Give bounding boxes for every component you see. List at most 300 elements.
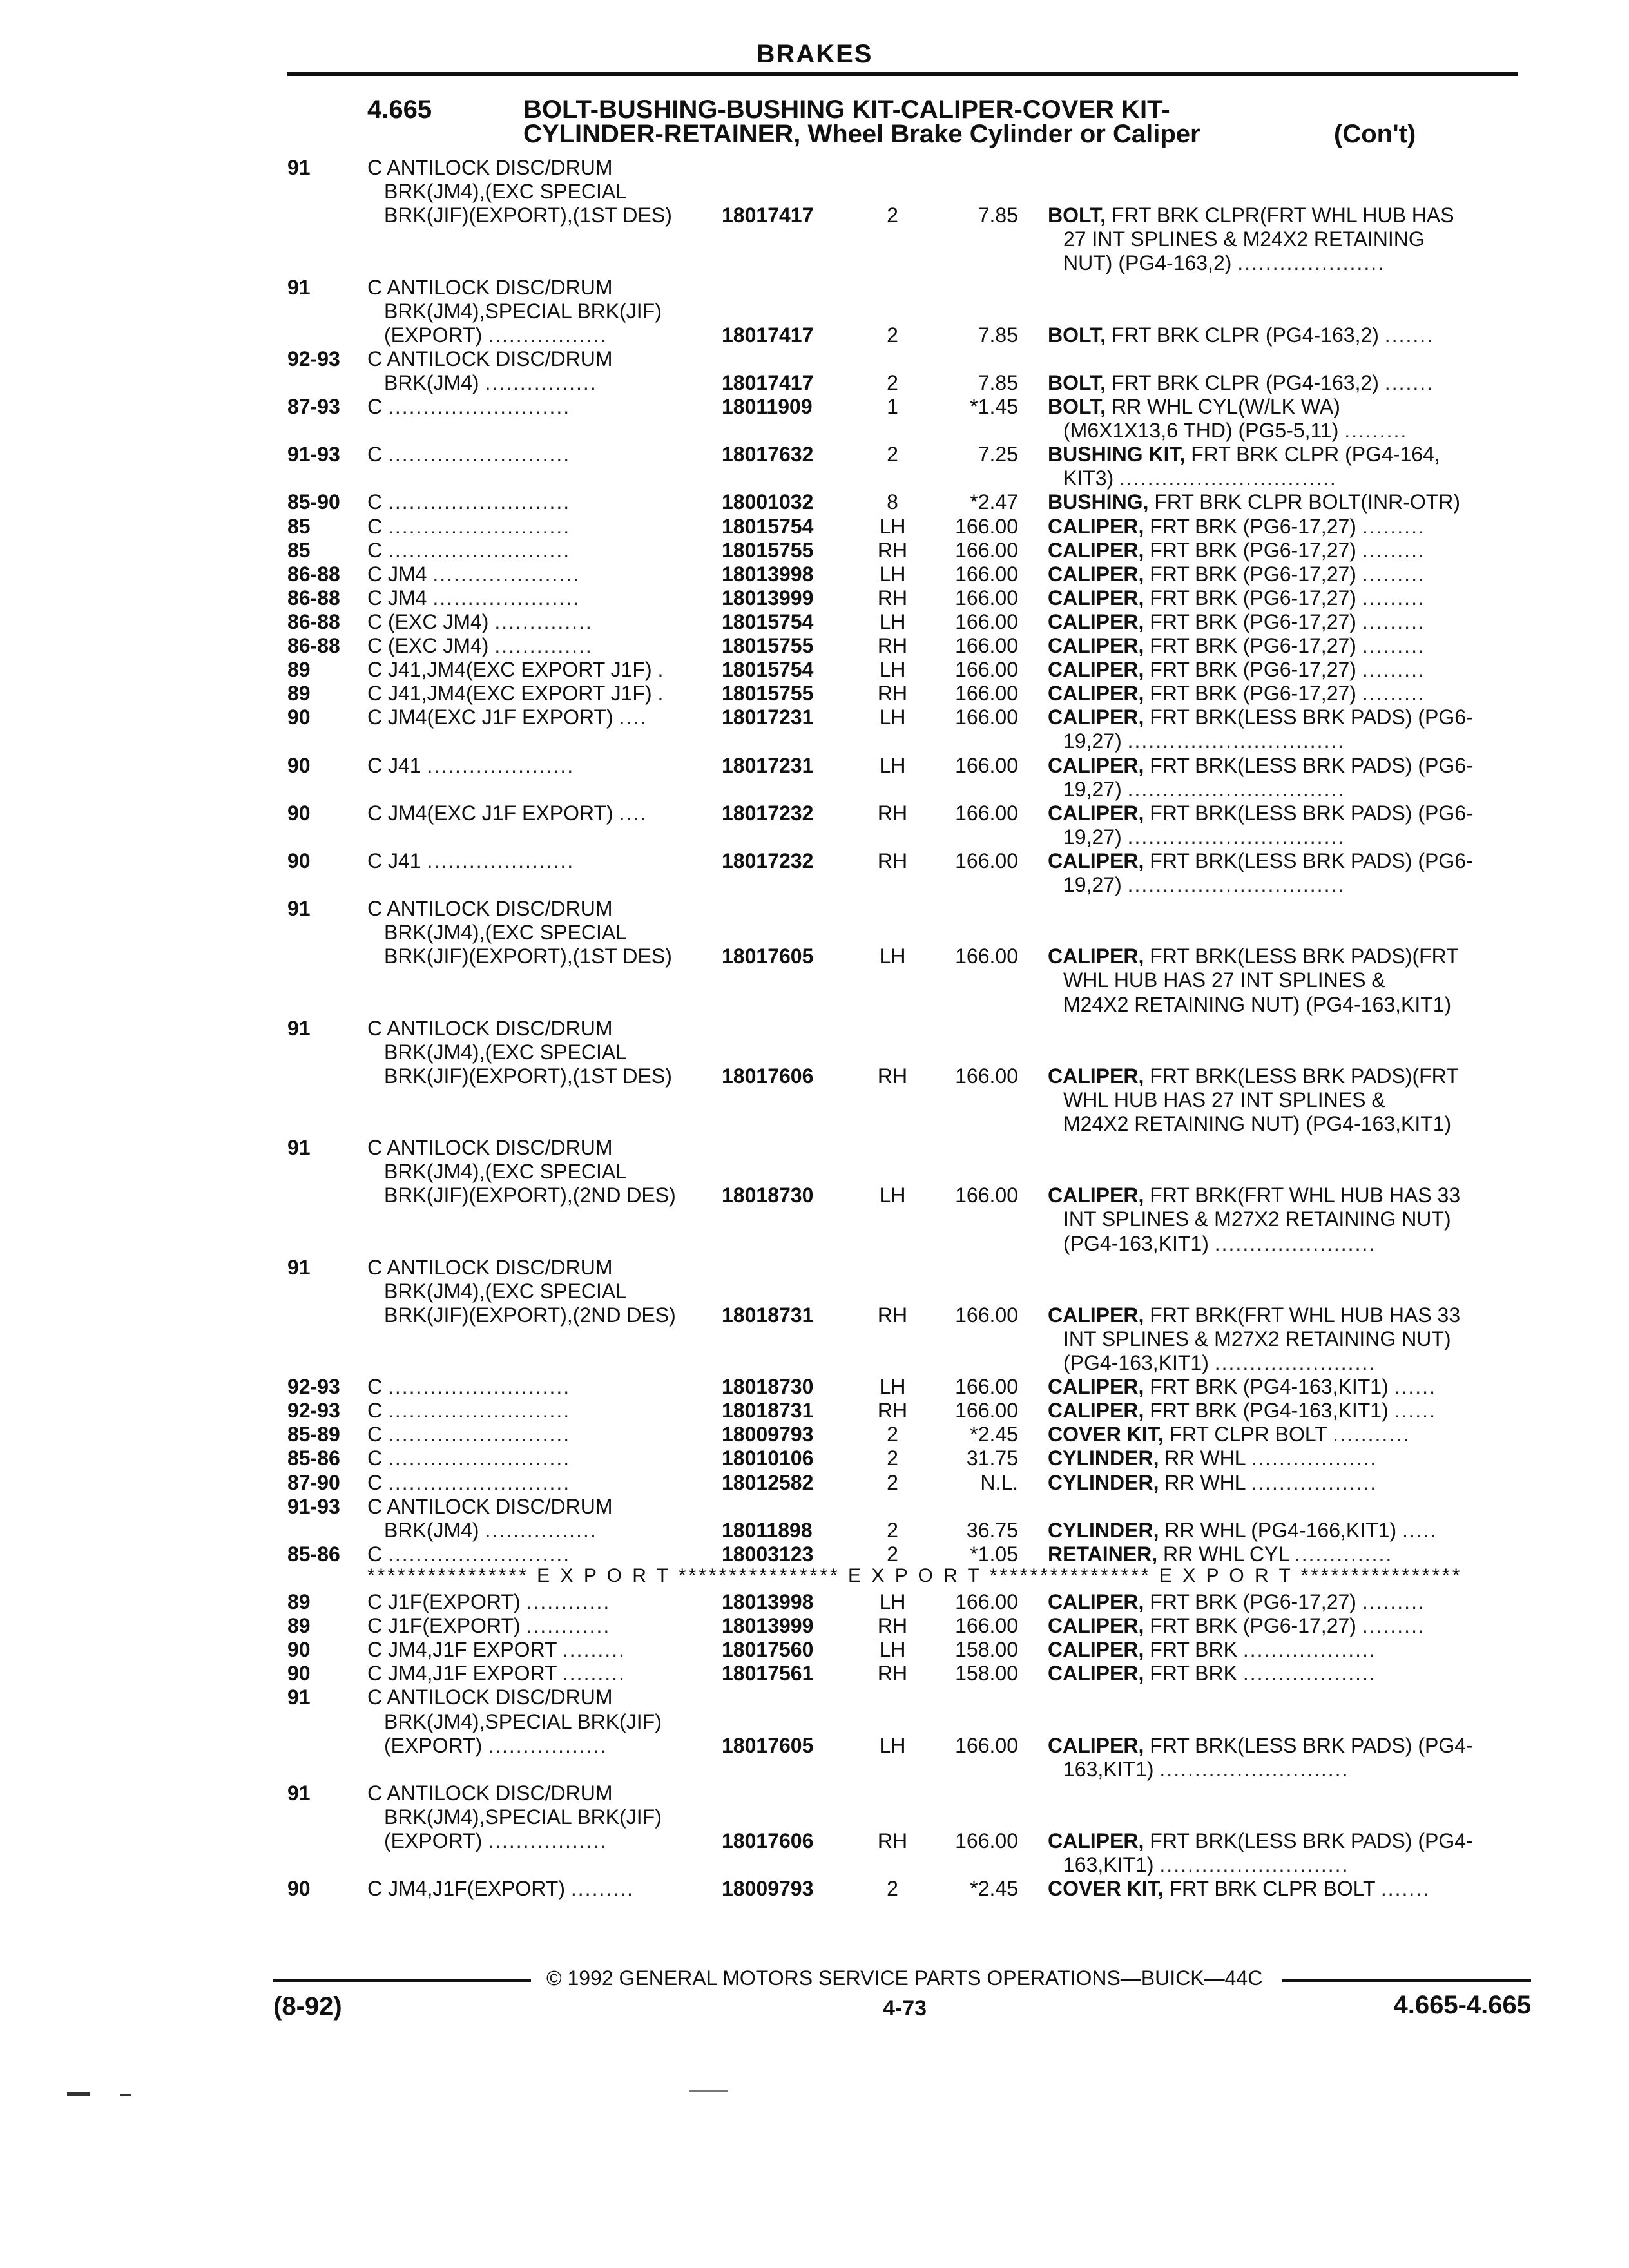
part-name-detail: WHL HUB HAS 27 INT SPLINES & — [1063, 968, 1385, 992]
part-name-keyword: CALIPER, — [1048, 802, 1144, 825]
part-number: 18010106 — [722, 1446, 814, 1470]
leader-dots: .......................... — [388, 1446, 571, 1470]
quantity: RH — [877, 1829, 908, 1852]
leader-dots: ................ — [485, 371, 597, 394]
table-row — [0, 585, 1629, 611]
part-number: 18017632 — [722, 443, 814, 466]
part-name-detail: FRT BRK (PG6-17,27) — [1144, 658, 1356, 681]
leader-dots: ............................... — [1119, 466, 1337, 490]
quantity: 2 — [887, 323, 898, 347]
part-name — [1063, 465, 1337, 491]
usage-description — [367, 657, 664, 682]
usage-description — [384, 202, 672, 228]
model-year: 85-90 — [287, 490, 340, 514]
part-number: 18009793 — [722, 1877, 814, 1900]
continued-label: (Con't) — [1334, 120, 1416, 148]
usage-text: (EXPORT) — [384, 323, 483, 347]
leader-dots: .............. — [1294, 1542, 1393, 1566]
usage-description — [367, 633, 593, 658]
part-number: 18015754 — [722, 515, 814, 538]
usage-text: (EXPORT) — [384, 1829, 483, 1852]
quantity: LH — [879, 754, 906, 777]
quantity: LH — [879, 945, 906, 968]
part-name-detail: 19,27) — [1063, 778, 1122, 801]
usage-description — [367, 1541, 570, 1567]
usage-description — [367, 1660, 626, 1686]
part-number: 18017560 — [722, 1638, 814, 1661]
table-row — [0, 1613, 1629, 1639]
table-row — [0, 1541, 1629, 1567]
usage-text: C — [367, 1542, 383, 1566]
usage-text: BRK(JIF)(EXPORT),(1ST DES) — [384, 204, 672, 227]
table-row — [0, 776, 1629, 802]
leader-dots: .............. — [494, 634, 593, 657]
table-row — [0, 919, 1629, 945]
usage-text: C — [367, 515, 383, 538]
leader-dots: .......................... — [388, 1423, 571, 1446]
part-number: 18017561 — [722, 1662, 814, 1685]
part-name — [1063, 992, 1451, 1017]
part-name-detail: INT SPLINES & M27X2 RETAINING NUT) — [1063, 1327, 1451, 1350]
part-name — [1063, 1206, 1451, 1232]
part-name-detail: FRT BRK(LESS BRK PADS) (PG6- — [1144, 802, 1473, 825]
usage-text: C — [367, 1375, 383, 1398]
price: *2.45 — [970, 1423, 1018, 1446]
usage-text: BRK(JM4),SPECIAL BRK(JIF) — [384, 1805, 662, 1829]
part-name — [1048, 322, 1434, 348]
leader-dots: ................... — [1242, 1638, 1376, 1661]
part-name-keyword: BOLT, — [1048, 204, 1106, 227]
usage-text: (EXPORT) — [384, 1734, 483, 1757]
leader-dots: ............ — [526, 1590, 611, 1613]
leader-dots: ....................... — [1214, 1351, 1376, 1374]
table-row — [0, 1709, 1629, 1735]
part-name-detail: FRT BRK CLPR BOLT — [1163, 1877, 1375, 1900]
quantity: LH — [879, 658, 906, 681]
part-number: 18013999 — [722, 1614, 814, 1637]
scan-speck — [689, 2090, 728, 2092]
table-row — [0, 1756, 1629, 1782]
table-row — [0, 561, 1629, 587]
price: 166.00 — [955, 1829, 1018, 1852]
part-name-keyword: CALIPER, — [1048, 610, 1144, 633]
model-year: 91 — [287, 276, 311, 299]
part-name — [1063, 1350, 1376, 1376]
price: N.L. — [980, 1471, 1018, 1494]
usage-description — [384, 370, 597, 396]
usage-text: C J41 — [367, 754, 421, 777]
usage-description — [384, 1517, 597, 1543]
table-row — [0, 155, 1629, 180]
leader-dots: ....................... — [1214, 1232, 1376, 1255]
part-name — [1048, 1637, 1376, 1662]
scan-speck — [120, 2094, 131, 2096]
usage-text: C (EXC JM4) — [367, 634, 489, 657]
usage-text: BRK(JM4),(EXC SPECIAL — [384, 1280, 627, 1303]
part-name-detail: 19,27) — [1063, 825, 1122, 849]
part-name-detail: INT SPLINES & M27X2 RETAINING NUT) — [1063, 1207, 1451, 1231]
part-name — [1048, 585, 1425, 611]
leader-dots: ......... — [1362, 682, 1425, 705]
part-name-detail: FRT BRK (PG6-17,27) — [1144, 1614, 1356, 1637]
quantity: 2 — [887, 371, 898, 394]
part-number: 18018731 — [722, 1303, 814, 1327]
usage-description — [384, 1733, 607, 1758]
page-range: 4.665-4.665 — [1393, 1991, 1531, 2019]
usage-description — [367, 704, 647, 730]
top-rule — [287, 72, 1518, 76]
part-name — [1063, 1756, 1349, 1782]
table-row — [0, 1135, 1629, 1160]
model-year: 85-86 — [287, 1446, 340, 1470]
part-name-keyword: CALIPER, — [1048, 1375, 1144, 1398]
leader-dots: ............ — [526, 1614, 611, 1637]
leader-dots: ......... — [1362, 658, 1425, 681]
part-name-detail: FRT BRK CLPR (PG4-163,2) — [1106, 323, 1379, 347]
table-row — [0, 274, 1629, 300]
leader-dots: .......................... — [388, 1375, 571, 1398]
table-row — [0, 346, 1629, 372]
leader-dots: ......... — [1362, 1590, 1425, 1613]
leader-dots: .... — [619, 706, 648, 729]
part-name — [1048, 394, 1340, 419]
part-name-keyword: CALIPER, — [1048, 1638, 1144, 1661]
usage-text: C J1F(EXPORT) — [367, 1590, 521, 1613]
model-year: 91 — [287, 1136, 311, 1159]
usage-text: C ANTILOCK DISC/DRUM — [367, 1686, 613, 1709]
part-name — [1048, 609, 1425, 635]
quantity: 2 — [887, 1542, 898, 1566]
part-name-keyword: BOLT, — [1048, 323, 1106, 347]
part-number: 18017605 — [722, 945, 814, 968]
quantity: LH — [879, 1590, 906, 1613]
table-row — [0, 633, 1629, 658]
table-row — [0, 322, 1629, 348]
table-row — [0, 1302, 1629, 1328]
leader-dots: ................. — [488, 323, 608, 347]
quantity: LH — [879, 1734, 906, 1757]
leader-dots: ................. — [488, 1829, 608, 1852]
leader-dots: .......................... — [388, 443, 571, 466]
part-name — [1048, 633, 1425, 658]
price: 166.00 — [955, 634, 1018, 657]
part-number: 18017232 — [722, 849, 814, 872]
leader-dots: .......................... — [388, 539, 571, 562]
usage-description — [367, 346, 612, 372]
part-number: 18017417 — [722, 371, 814, 394]
part-name-detail: FRT BRK (PG6-17,27) — [1144, 634, 1356, 657]
part-number: 18017232 — [722, 802, 814, 825]
usage-description — [367, 1613, 610, 1639]
leader-dots: . — [657, 658, 665, 681]
quantity: RH — [877, 849, 908, 872]
part-name-keyword: BUSHING KIT, — [1048, 443, 1186, 466]
usage-description — [384, 1039, 627, 1065]
quantity: LH — [879, 1638, 906, 1661]
part-name — [1048, 1470, 1377, 1495]
table-row — [0, 680, 1629, 706]
part-name-detail: FRT BRK (PG6-17,27) — [1144, 610, 1356, 633]
quantity: RH — [877, 1303, 908, 1327]
table-row — [0, 1660, 1629, 1686]
part-name — [1048, 370, 1434, 396]
model-year: 89 — [287, 682, 311, 705]
part-name — [1048, 1374, 1436, 1399]
leader-dots: ................ — [485, 1519, 597, 1542]
part-name — [1048, 202, 1454, 228]
table-row — [0, 1445, 1629, 1471]
table-row — [0, 394, 1629, 419]
table-row — [0, 943, 1629, 969]
table-row — [0, 1589, 1629, 1615]
part-name-detail: NUT) (PG4-163,2) — [1063, 251, 1232, 274]
leader-dots: ..................... — [432, 562, 581, 586]
part-name-detail: FRT BRK (PG6-17,27) — [1144, 1590, 1356, 1613]
table-row — [0, 418, 1629, 443]
quantity: RH — [877, 1064, 908, 1088]
table-row — [0, 1398, 1629, 1423]
part-number: 18018730 — [722, 1184, 814, 1207]
price: *2.47 — [970, 490, 1018, 514]
section-title: BRAKES — [756, 40, 873, 68]
usage-description — [367, 155, 612, 180]
part-number: 18009793 — [722, 1423, 814, 1446]
usage-text: C ANTILOCK DISC/DRUM — [367, 1136, 613, 1159]
part-name — [1048, 1302, 1460, 1328]
part-name-detail: FRT BRK CLPR(FRT WHL HUB HAS — [1106, 204, 1454, 227]
part-name-detail: 163,KIT1) — [1063, 1758, 1154, 1781]
part-number: 18017417 — [722, 204, 814, 227]
part-name — [1048, 489, 1460, 515]
part-name — [1063, 1231, 1376, 1256]
leader-dots: ......... — [1362, 634, 1425, 657]
part-name-detail: KIT3) — [1063, 466, 1114, 490]
usage-description — [367, 680, 664, 706]
part-name-detail: FRT BRK CLPR BOLT(INR-OTR) — [1148, 490, 1461, 514]
part-name-detail: FRT BRK(LESS BRK PADS) (PG4- — [1144, 1734, 1473, 1757]
table-row — [0, 1254, 1629, 1280]
usage-description — [367, 1015, 612, 1041]
part-number: 18012582 — [722, 1471, 814, 1494]
leader-dots: ......... — [1362, 562, 1425, 586]
part-name-keyword: CYLINDER, — [1048, 1446, 1159, 1470]
model-year: 90 — [287, 706, 311, 729]
quantity: 2 — [887, 1423, 898, 1446]
usage-text: BRK(JM4),(EXC SPECIAL — [384, 921, 627, 944]
part-name-keyword: CALIPER, — [1048, 1829, 1144, 1852]
part-name-keyword: CALIPER, — [1048, 1614, 1144, 1637]
part-number: 18017606 — [722, 1064, 814, 1088]
leader-dots: .......................... — [388, 1542, 571, 1566]
part-name-keyword: BOLT, — [1048, 395, 1106, 418]
price: 166.00 — [955, 1590, 1018, 1613]
part-name — [1063, 418, 1407, 443]
usage-description — [367, 441, 570, 467]
table-row — [0, 704, 1629, 730]
table-row — [0, 1470, 1629, 1495]
part-name — [1063, 250, 1385, 276]
price: 158.00 — [955, 1638, 1018, 1661]
part-name — [1048, 680, 1425, 706]
leader-dots: ........... — [1333, 1423, 1410, 1446]
leader-dots: ......... — [1362, 1614, 1425, 1637]
quantity: 2 — [887, 204, 898, 227]
usage-text: C J41,JM4(EXC EXPORT J1F) — [367, 682, 652, 705]
usage-description — [384, 1278, 627, 1304]
part-name-keyword: BOLT, — [1048, 371, 1106, 394]
part-name — [1048, 441, 1440, 467]
part-name — [1063, 226, 1425, 252]
part-name-detail: FRT BRK (PG4-163,KIT1) — [1144, 1375, 1389, 1398]
model-year: 86-88 — [287, 610, 340, 633]
part-name-detail: RR WHL — [1159, 1471, 1246, 1494]
part-name-keyword: BUSHING, — [1048, 490, 1149, 514]
part-name-keyword: COVER KIT, — [1048, 1877, 1164, 1900]
table-row — [0, 609, 1629, 635]
usage-text: C JM4,J1F EXPORT — [367, 1638, 557, 1661]
leader-dots: ......... — [1362, 539, 1425, 562]
quantity: LH — [879, 515, 906, 538]
table-row — [0, 872, 1629, 898]
usage-text: C (EXC JM4) — [367, 610, 489, 633]
usage-text: C ANTILOCK DISC/DRUM — [367, 1495, 613, 1518]
usage-description — [384, 1804, 662, 1830]
usage-text: C — [367, 443, 383, 466]
usage-description — [367, 753, 574, 778]
model-year: 91 — [287, 1256, 311, 1279]
part-name — [1048, 1660, 1376, 1686]
usage-text: C JM4(EXC J1F EXPORT) — [367, 706, 613, 729]
table-row — [0, 1015, 1629, 1041]
usage-text: C — [367, 1423, 383, 1446]
part-name-detail: FRT BRK (PG4-163,KIT1) — [1144, 1399, 1389, 1422]
usage-description — [367, 800, 647, 826]
part-name-detail: (M6X1X13,6 THD) (PG5-5,11) — [1063, 419, 1339, 442]
leader-dots: ............................... — [1127, 873, 1345, 896]
price: 166.00 — [955, 1734, 1018, 1757]
table-row — [0, 178, 1629, 204]
part-name-keyword: CALIPER, — [1048, 634, 1144, 657]
part-name-keyword: CALIPER, — [1048, 1399, 1144, 1422]
part-name — [1063, 776, 1345, 802]
table-row — [0, 370, 1629, 396]
model-year: 86-88 — [287, 586, 340, 610]
usage-text: C — [367, 1399, 383, 1422]
model-year: 91 — [287, 1782, 311, 1805]
table-row — [0, 753, 1629, 778]
quantity: RH — [877, 1662, 908, 1685]
table-row — [0, 514, 1629, 539]
part-name-keyword: CALIPER, — [1048, 586, 1144, 610]
part-name — [1048, 1517, 1437, 1543]
part-name-keyword: CALIPER, — [1048, 658, 1144, 681]
leader-dots: ......... — [562, 1662, 626, 1685]
quantity: RH — [877, 682, 908, 705]
part-number: 18011909 — [722, 395, 813, 418]
usage-description — [367, 609, 593, 635]
usage-text: BRK(JIF)(EXPORT),(2ND DES) — [384, 1303, 676, 1327]
part-name-detail: RR WHL — [1159, 1446, 1246, 1470]
part-number: 18015755 — [722, 682, 814, 705]
part-name-detail: FRT BRK (PG6-17,27) — [1144, 586, 1356, 610]
leader-dots: ....... — [1380, 1877, 1431, 1900]
table-row — [0, 1087, 1629, 1113]
model-year: 89 — [287, 1614, 311, 1637]
part-name-detail: FRT CLPR BOLT — [1163, 1423, 1327, 1446]
part-name — [1048, 1182, 1460, 1208]
usage-description — [367, 489, 570, 515]
model-year: 91 — [287, 156, 311, 179]
price: 166.00 — [955, 682, 1018, 705]
part-name-keyword: CALIPER, — [1048, 682, 1144, 705]
part-number: 18003123 — [722, 1542, 814, 1566]
scan-speck — [67, 2092, 90, 2096]
table-row — [0, 1421, 1629, 1447]
part-name-detail: (PG4-163,KIT1) — [1063, 1351, 1209, 1374]
quantity: RH — [877, 1614, 908, 1637]
part-name — [1048, 848, 1473, 874]
quantity: 2 — [887, 443, 898, 466]
usage-description — [367, 1637, 626, 1662]
table-row — [0, 1374, 1629, 1399]
usage-text: C JM4,J1F EXPORT — [367, 1662, 557, 1685]
usage-text: BRK(JM4),SPECIAL BRK(JIF) — [384, 300, 662, 323]
leader-dots: ........................... — [1159, 1853, 1349, 1876]
usage-description — [384, 1063, 672, 1089]
leader-dots: ..................... — [427, 849, 575, 872]
part-name-keyword: CALIPER, — [1048, 1662, 1144, 1685]
part-name — [1048, 1828, 1473, 1854]
table-row — [0, 1517, 1629, 1543]
table-row — [0, 489, 1629, 515]
quantity: 2 — [887, 1519, 898, 1542]
usage-description — [367, 1684, 612, 1710]
price: 166.00 — [955, 515, 1018, 538]
leader-dots: ..................... — [432, 586, 581, 610]
price: 166.00 — [955, 1064, 1018, 1088]
table-row — [0, 1828, 1629, 1854]
model-year: 85-89 — [287, 1423, 340, 1446]
usage-description — [384, 1302, 676, 1328]
table-row — [0, 250, 1629, 276]
part-name — [1048, 704, 1473, 730]
leader-dots: ...... — [1394, 1399, 1436, 1422]
price: 166.00 — [955, 610, 1018, 633]
price: *1.05 — [970, 1542, 1018, 1566]
model-year: 86-88 — [287, 562, 340, 586]
usage-description — [367, 585, 580, 611]
part-name-detail: FRT BRK — [1144, 1638, 1237, 1661]
part-name-detail: M24X2 RETAINING NUT) (PG4-163,KIT1) — [1063, 993, 1452, 1016]
price: 166.00 — [955, 1614, 1018, 1637]
model-year: 85 — [287, 515, 311, 538]
part-name-keyword: CALIPER, — [1048, 754, 1144, 777]
usage-text: BRK(JM4),(EXC SPECIAL — [384, 180, 627, 203]
model-year: 91 — [287, 897, 311, 920]
part-name-detail: FRT BRK(LESS BRK PADS) (PG6- — [1144, 754, 1473, 777]
price: 7.85 — [978, 371, 1018, 394]
leader-dots: ..................... — [427, 754, 575, 777]
usage-description — [367, 1445, 570, 1471]
footer-rule-right — [1282, 1979, 1531, 1982]
model-year: 90 — [287, 802, 311, 825]
usage-description — [367, 1494, 612, 1519]
leader-dots: ........................... — [1159, 1758, 1349, 1781]
part-name-keyword: CYLINDER, — [1048, 1471, 1159, 1494]
price: 166.00 — [955, 1184, 1018, 1207]
part-number: 18015754 — [722, 658, 814, 681]
leader-dots: ......... — [1362, 515, 1425, 538]
